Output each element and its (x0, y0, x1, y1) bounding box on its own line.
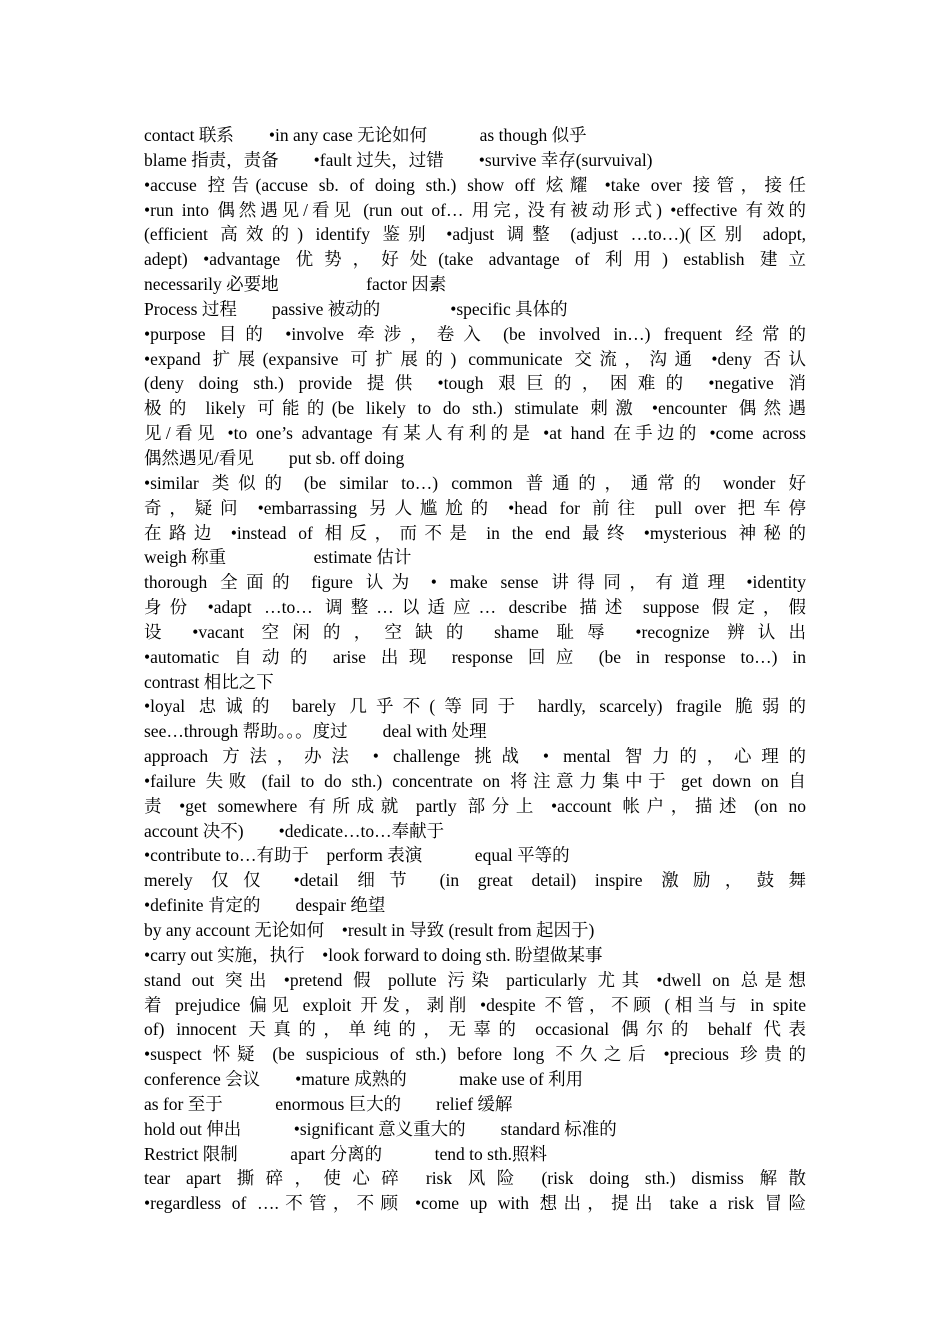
vocabulary-line: •accuse 控告(accuse sb. of doing sth.) show off 炫耀 •take over 接管，接任 (144, 174, 806, 195)
vocabulary-line: •similar 类似的 (be similar to…) common 普通的，通常的 wonder 好 (144, 472, 806, 493)
vocabulary-line: •loyal 忠诚的 barely 几乎不(等同于 hardly, scarcely) fragile 脆弱的 (144, 696, 806, 717)
vocabulary-line: contrast 相比之下 (144, 671, 274, 692)
vocabulary-line: 着 prejudice 偏见 exploit 开发，剥削 •despite 不管，不顾 (相当与 in spite (144, 994, 806, 1015)
vocabulary-line: 奇，疑问 •embarrassing 另人尴尬的 •head for 前往 pull over 把车停 (144, 497, 806, 518)
vocabulary-line: 见/看见 •to one’s advantage 有某人有利的是 •at hand 在手边的 •come across (144, 423, 806, 444)
vocabulary-line: see…through 帮助。。。度过 deal with 处理 (144, 721, 487, 742)
vocabulary-line: necessarily 必要地 factor 因素 (144, 274, 447, 295)
vocabulary-line: 偶然遇见/看见 put sb. off doing (144, 447, 405, 468)
vocabulary-line: as for 至于 enormous 巨大的 relief 缓解 (144, 1093, 513, 1114)
vocabulary-line: •expand 扩展(expansive 可扩展的) communicate 交流，沟通 •deny 否认 (144, 348, 806, 369)
vocabulary-line: weigh 称重 estimate 估计 (144, 547, 412, 568)
vocabulary-line: (deny doing sth.) provide 提供 •tough 艰巨的，困难的 •negative 消 (144, 373, 806, 394)
vocabulary-line: blame 指责，责备 •fault 过失，过错 •survive 幸存(survuival) (144, 149, 653, 170)
vocabulary-line: by any account 无论如何 •result in 导致 (result from 起因于) (144, 920, 595, 940)
vocabulary-line: •purpose 目的 •involve 牵涉，卷入 (be involved in…) frequent 经常的 (144, 323, 806, 344)
vocabulary-line: stand out 突出 •pretend 假 pollute 污染 particularly 尤其 •dwell on 总是想 (144, 969, 806, 990)
vocabulary-line: 极的 likely 可能的(be likely to do sth.) stimulate 刺激 •encounter 偶然遇 (144, 398, 806, 419)
vocabulary-line: •run into 偶然遇见/看见 (run out of… 用完, 没有被动形式) •effective 有效的 (144, 199, 806, 220)
vocabulary-line: of) innocent 天真的，单纯的，无辜的 occasional 偶尔的 behalf 代表 (144, 1019, 806, 1040)
vocabulary-line: •definite 肯定的 despair 绝望 (144, 895, 386, 916)
vocabulary-line: 设 •vacant 空闲的，空缺的 shame 耻辱 •recognize 辨认出 (144, 621, 806, 642)
vocabulary-line: hold out 伸出 •significant 意义重大的 standard 标准的 (144, 1118, 617, 1139)
vocabulary-line: •automatic 自动的 arise 出现 response 回应 (be in response to…) in (144, 646, 806, 667)
vocabulary-document (144, 123, 806, 1216)
vocabulary-line: tear apart 撕碎，使心碎 risk 风险 (risk doing sth.) dismiss 解散 (144, 1168, 806, 1189)
vocabulary-line: (efficient 高效的) identify 鉴别 •adjust 调整 (adjust …to…)(区别 adopt, (144, 224, 806, 245)
vocabulary-line: account 决不) •dedicate…to…奉献于 (144, 820, 445, 841)
vocabulary-line: •failure 失败 (fail to do sth.) concentrate on 将注意力集中于 get down on 自 (144, 770, 806, 791)
vocabulary-line: 身份 •adapt …to… 调整…以适应… describe 描述 suppose 假定，假 (144, 597, 806, 618)
vocabulary-line: 在路边 •instead of 相反，而不是 in the end 最终 •mysterious 神秘的 (144, 522, 806, 543)
vocabulary-line: conference 会议 •mature 成熟的 make use of 利用 (144, 1069, 584, 1090)
vocabulary-line: contact 联系 •in any case 无论如何 as though 似乎 (144, 125, 587, 145)
vocabulary-line: •regardless of ….不管，不顾 •come up with 想出，提出 take a risk 冒险 (144, 1193, 806, 1214)
vocabulary-line: merely 仅仅 •detail 细节 (in great detail) inspire 激励，鼓舞 (144, 870, 806, 891)
vocabulary-line: •carry out 实施，执行 •look forward to doing sth. 盼望做某事 (144, 944, 603, 965)
vocabulary-line: adept) •advantage 优势，好处(take advantage of 利用) establish 建立 (144, 249, 806, 270)
vocabulary-line: approach 方法，办法 • challenge 挑战 • mental 智力的，心理的 (144, 746, 806, 767)
vocabulary-line: •contribute to…有助于 perform 表演 equal 平等的 (144, 845, 570, 866)
vocabulary-line: thorough 全面的 figure 认为 • make sense 讲得同，有道理 •identity (144, 572, 806, 593)
vocabulary-line: Process 过程 passive 被动的 •specific 具体的 (144, 298, 568, 319)
vocabulary-line: •suspect 怀疑 (be suspicious of sth.) before long 不久之后 •precious 珍贵的 (144, 1044, 806, 1065)
vocabulary-line: Restrict 限制 apart 分离的 tend to sth.照料 (144, 1143, 547, 1164)
vocabulary-line: 责 •get somewhere 有所成就 partly 部分上 •account 帐户，描述 (on no (144, 795, 806, 816)
